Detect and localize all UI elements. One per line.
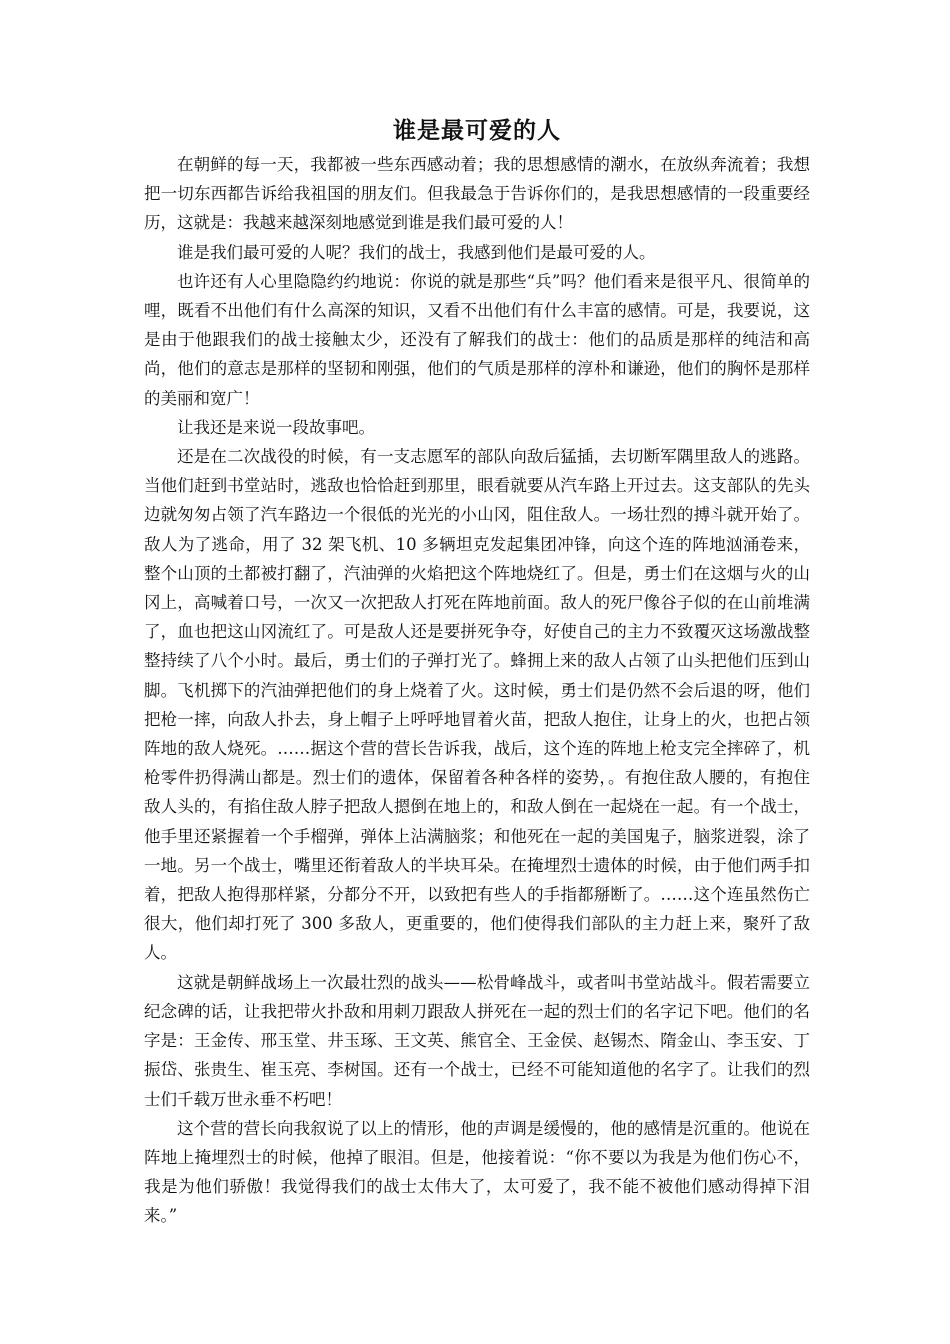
document-body [144,114,810,1231]
paragraph-2: 谁是我们最可爱的人呢？我们的战士，我感到他们是最可爱的人。 [177,242,656,262]
paragraph-1: 在朝鲜的每一天，我都被一些东西感动着；我的思想感情的潮水，在放纵奔流着；我想把一切东西都告诉给我祖国的朋友们。但我最急于告诉你们的，是我思想感情的一段重要经历，这就是：我越来越深刻地感觉到谁是我们最可爱的人！ [144,155,810,233]
paragraph-7: 这个营的营长向我叙说了以上的情形，他的声调是缓慢的，他的感情是沉重的。他说在阵地上掩埋烈士的时候，他掉了眼泪。但是，他接着说：“你不要以为我是为他们伤心不，我是为他们骄傲！我觉得我们的战士太伟大了，太可爱了，我不能不被他们感动得掉下泪来。” [144,1118,810,1226]
document-title: 谁是最可爱的人 [393,118,561,144]
paragraph-6: 这就是朝鲜战场上一次最壮烈的战头——松骨峰战斗，或者叫书堂站战斗。假若需要立纪念碑的话，让我把带火扑敌和用刺刀跟敌人拼死在一起的烈士们的名字记下吧。他们的名字是：王金传、邢玉堂、井玉琢、王文英、熊官全、王金侯、赵锡杰、隋金山、李玉安、丁振岱、张贵生、崔玉亮、李树国。还有一个战士，已经不可能知道他的名字了。让我们的烈士们千载万世永垂不朽吧！ [144,972,810,1109]
paragraph-5: 还是在二次战役的时候，有一支志愿军的部队向敌后猛插，去切断军隅里敌人的逃路。当他们赶到书堂站时，逃敌也恰恰赶到那里，眼看就要从汽车路上开过去。这支部队的先头边就匆匆占领了汽车路边一个很低的光光的小山冈，阻住敌人。一场壮烈的搏斗就开始了。敌人为了逃命，用了 32 架飞机、10 多辆坦克发起集团冲锋，向这个连的阵地汹涌卷来，整个山顶的土都被打翻了，汽油弹的火焰把这个阵地烧红了。但是，勇士们在这烟与火的山冈上，高喊着口号，一次又一次把敌人打死在阵地前面。敌人的死尸像谷子似的在山前堆满了，血也把这山冈流红了。可是敌人还是要拼死争夺，好使自己的主力不致覆灭这场激战整整持续了八个小时。最后，勇士们的子弹打光了。蜂拥上来的敌人占领了山头把他们压到山脚。飞机掷下的汽油弹把他们的身上烧着了火。这时候，勇士们是仍然不会后退的呀，他们把枪一摔，向敌人扑去，身上帽子上呼呼地冒着火苗，把敌人抱住，让身上的火，也把占领阵地的敌人烧死。……据这个营的营长告诉我，战后，这个连的阵地上枪支完全摔碎了，机枪零件扔得满山都是。烈士们的遗体，保留着各种各样的姿势，。有抱住敌人腰的，有抱住敌人头的，有掐住敌人脖子把敌人摁倒在地上的，和敌人倒在一起烧在一起。有一个战士，他手里还紧握着一个手榴弹，弹体上沾满脑浆；和他死在一起的美国鬼子，脑浆迸裂，涂了一地。另一个战士，嘴里还衔着敌人的半块耳朵。在掩埋烈士遗体的时候，由于他们两手扣着，把敌人抱得那样紧，分都分不开，以致把有些人的手指都掰断了。……这个连虽然伤亡很大，他们却打死了 300 多敌人，更重要的，他们使得我们部队的主力赶上来，聚歼了敌人。 [144,447,810,963]
paragraph-3: 也许还有人心里隐隐约约地说：你说的就是那些“兵”吗？他们看来是很平凡、很简单的哩，既看不出他们有什么高深的知识，又看不出他们有什么丰富的感情。可是，我要说，这是由于他跟我们的战士接触太少，还没有了解我们的战士：他们的品质是那样的纯洁和高尚，他们的意志是那样的坚韧和刚强，他们的气质是那样的淳朴和谦逊，他们的胸怀是那样的美丽和宽广！ [144,271,810,408]
paragraph-4: 让我还是来说一段故事吧。 [177,417,375,437]
